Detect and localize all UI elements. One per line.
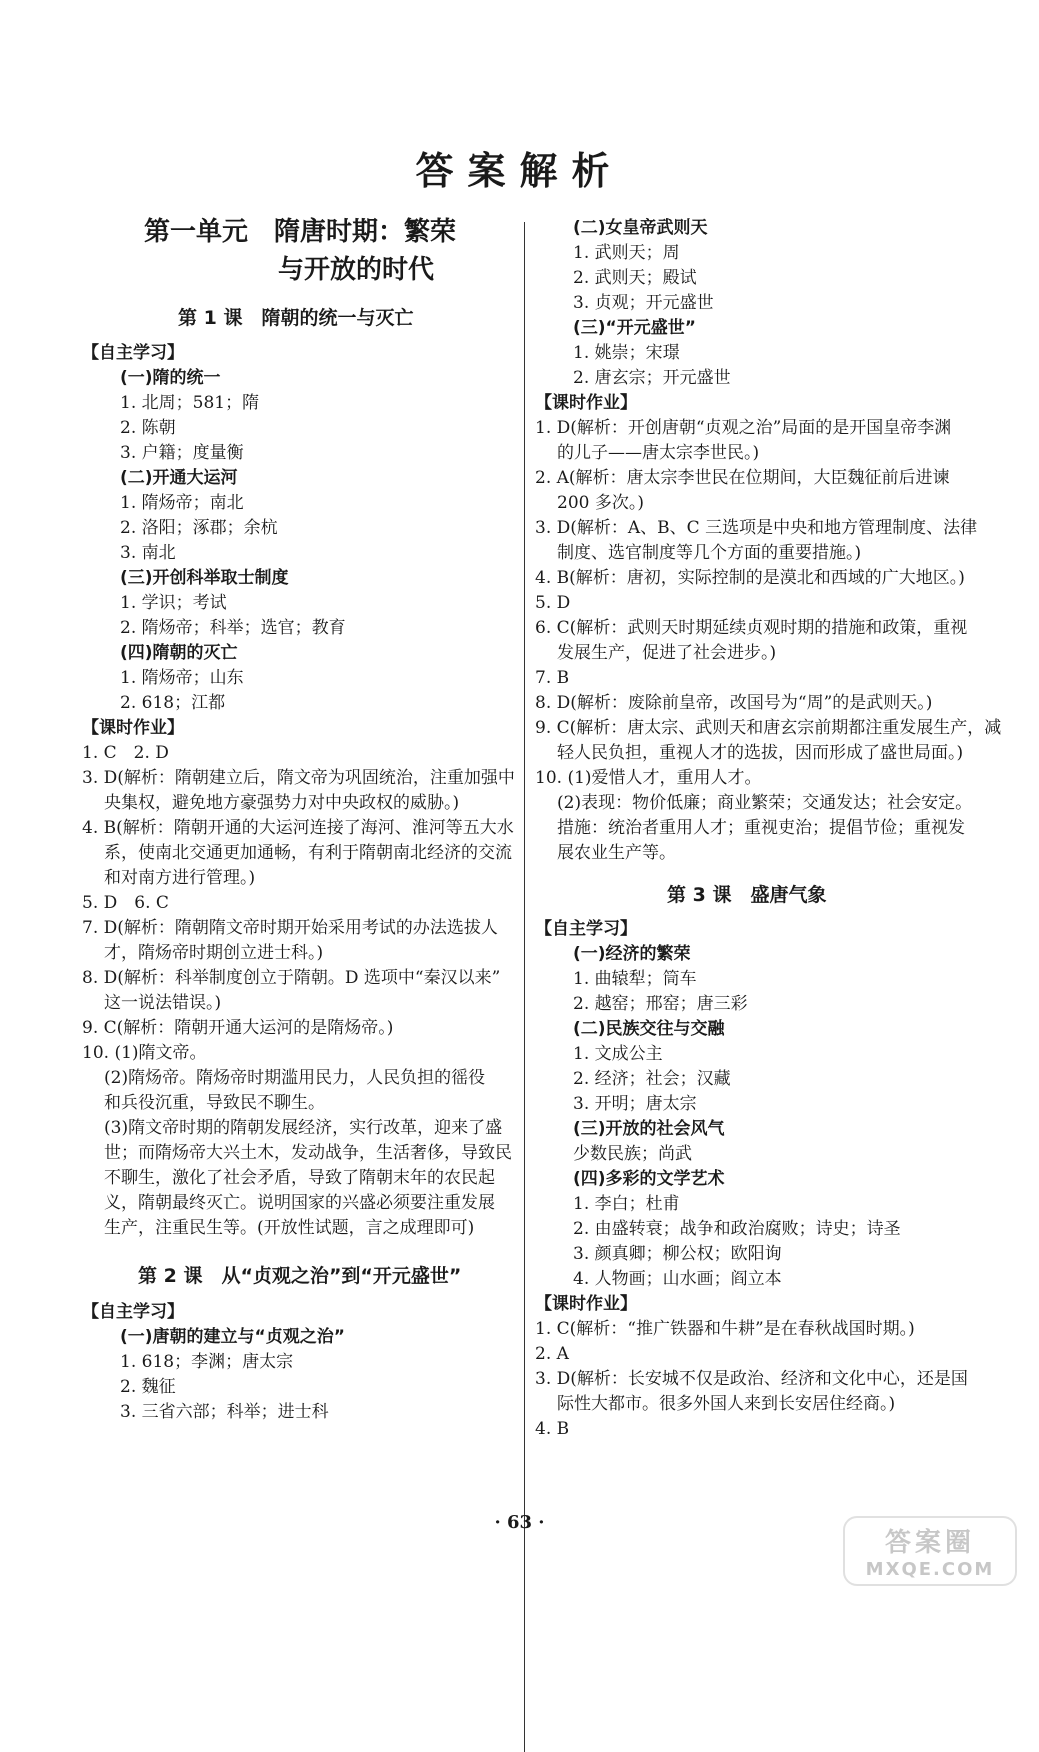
answer-line: 1. C 2. D (82, 743, 169, 763)
answer-line: 2. 隋炀帝；科举；选官；教育 (120, 618, 346, 638)
answer-line: 1. 文成公主 (573, 1044, 663, 1064)
answer-line: 际性大都市。很多外国人来到长安居住经商。) (557, 1394, 896, 1414)
answer-line: 4. 人物画；山水画；阎立本 (573, 1269, 782, 1289)
answer-line: 2. 陈朝 (120, 418, 176, 438)
answer-line: 1. 北周；581；隋 (120, 393, 260, 413)
answer-line: 才，隋炀帝时期创立进士科。) (104, 943, 324, 963)
answer-line: 8. D(解析：废除前皇帝，改国号为“周”的是武则天。) (535, 693, 933, 713)
answer-line: 这一说法错误。) (104, 993, 222, 1013)
answer-line: 5. D 6. C (82, 893, 169, 913)
answer-line: 发展生产，促进了社会进步。) (557, 643, 777, 663)
subsection-title: (一)唐朝的建立与“贞观之治” (120, 1327, 345, 1347)
unit-title-line-1: 第一单元 隋唐时期：繁荣 (144, 217, 457, 247)
subsection-title: (二)开通大运河 (120, 468, 238, 488)
section-header: 【课时作业】 (535, 393, 637, 413)
watermark-text-top: 答案圈 (884, 1528, 975, 1558)
answer-line: 10. (1)爱惜人才，重用人才。 (535, 768, 762, 788)
answer-line: 200 多次。) (557, 493, 644, 513)
answer-line: 3. 贞观；开元盛世 (573, 293, 714, 313)
answer-line: 世；而隋炀帝大兴土木，发动战争，生活奢侈，导致民 (104, 1143, 512, 1163)
section-header: 【自主学习】 (82, 343, 184, 363)
answer-line: 3. 南北 (120, 543, 176, 563)
answer-line: 1. D(解析：开创唐朝“贞观之治”局面的是开国皇帝李渊 (535, 418, 952, 438)
subsection-title: (三)开创科举取士制度 (120, 568, 289, 588)
answer-line: 不聊生，激化了社会矛盾，导致了隋朝末年的农民起 (104, 1168, 495, 1188)
answer-line: 1. 武则天；周 (573, 243, 680, 263)
section-header: 【课时作业】 (82, 718, 184, 738)
answer-line: 3. D(解析：隋朝建立后，隋文帝为巩固统治，注重加强中 (82, 768, 515, 788)
answer-line: 1. 隋炀帝；山东 (120, 668, 244, 688)
answer-line: 措施：统治者重用人才；重视吏治；提倡节俭；重视发 (557, 818, 965, 838)
answer-line: 7. D(解析：隋朝隋文帝时期开始采用考试的办法选拔人 (82, 918, 498, 938)
section-header: 【自主学习】 (535, 919, 637, 939)
answer-line: 义，隋朝最终灭亡。说明国家的兴盛必须要注重发展 (104, 1193, 495, 1213)
answer-line: 9. C(解析：隋朝开通大运河的是隋炀帝。) (82, 1018, 394, 1038)
page-number: · 63 · (494, 1512, 545, 1533)
answer-line: 1. 618；李渊；唐太宗 (120, 1352, 294, 1372)
answer-line: 1. 学识；考试 (120, 593, 227, 613)
answer-line: 4. B(解析：隋朝开通的大运河连接了海河、淮河等五大水 (82, 818, 514, 838)
answer-line: (3)隋文帝时期的隋朝发展经济，实行改革，迎来了盛 (104, 1118, 503, 1138)
answer-line: 8. D(解析：科举制度创立于隋朝。D 选项中“秦汉以来” (82, 968, 501, 988)
answer-line: 系，使南北交通更加通畅，有利于隋朝南北经济的交流 (104, 843, 512, 863)
answer-line: 6. C(解析：武则天时期延续贞观时期的措施和政策，重视 (535, 618, 968, 638)
answer-line: 2. A(解析：唐太宗李世民在位期间，大臣魏征前后进谏 (535, 468, 950, 488)
subsection-title: (二)女皇帝武则天 (573, 218, 708, 238)
section-header: 【课时作业】 (535, 1294, 637, 1314)
page-title: 答案解析 (415, 149, 624, 193)
lesson-1-title: 第 1 课 隋朝的统一与灭亡 (178, 307, 414, 329)
subsection-title: (三)开放的社会风气 (573, 1119, 725, 1139)
answer-line: 展农业生产等。 (557, 843, 676, 863)
answer-line: 和对南方进行管理。) (104, 868, 256, 888)
answer-line: 4. B (535, 1419, 570, 1439)
answer-line: 轻人民负担，重视人才的选拔，因而形成了盛世局面。) (557, 743, 964, 763)
answer-line: 1. 隋炀帝；南北 (120, 493, 244, 513)
answer-line: 3. 开明；唐太宗 (573, 1094, 697, 1114)
watermark-logo (843, 1516, 1017, 1586)
answer-line: 10. (1)隋文帝。 (82, 1043, 207, 1063)
answer-line: 3. D(解析：长安城不仅是政治、经济和文化中心，还是国 (535, 1369, 968, 1389)
answer-line: 2. 魏征 (120, 1377, 176, 1397)
answer-line: 1. C(解析：“推广铁器和牛耕”是在春秋战国时期。) (535, 1319, 915, 1339)
subsection-title: (四)多彩的文学艺术 (573, 1169, 725, 1189)
unit-title-line-2: 与开放的时代 (278, 255, 435, 285)
answer-line: (2)表现：物价低廉；商业繁荣；交通发达；社会安定。 (557, 793, 973, 813)
answer-line: 2. 洛阳；涿郡；余杭 (120, 518, 278, 538)
answer-line: 2. 越窑；邢窑；唐三彩 (573, 994, 748, 1014)
subsection-title: (二)民族交往与交融 (573, 1019, 725, 1039)
answer-line: 2. 618；江都 (120, 693, 226, 713)
answer-line: 1. 李白；杜甫 (573, 1194, 680, 1214)
answer-line: 3. 户籍；度量衡 (120, 443, 244, 463)
lesson-2-title: 第 2 课 从“贞观之治”到“开元盛世” (138, 1265, 462, 1287)
answer-line: 7. B (535, 668, 570, 688)
answer-line: 少数民族；尚武 (573, 1144, 692, 1164)
watermark-text-bottom: MXQE.COM (865, 1559, 995, 1580)
answer-line: 9. C(解析：唐太宗、武则天和唐玄宗前期都注重发展生产，减 (535, 718, 1002, 738)
answer-line: 2. 由盛转衰；战争和政治腐败；诗史；诗圣 (573, 1219, 901, 1239)
answer-line: 3. D(解析：A、B、C 三选项是中央和地方管理制度、法律 (535, 518, 978, 538)
answer-line: 的儿子——唐太宗李世民。) (557, 443, 760, 463)
answer-line: 2. 唐玄宗；开元盛世 (573, 368, 731, 388)
answer-line: 1. 曲辕犁；筒车 (573, 969, 697, 989)
subsection-title: (三)“开元盛世” (573, 318, 696, 338)
answer-line: 5. D (535, 593, 571, 613)
answer-line: 2. 武则天；殿试 (573, 268, 697, 288)
section-header: 【自主学习】 (82, 1302, 184, 1322)
answer-line: 和兵役沉重，导致民不聊生。 (104, 1093, 325, 1113)
answer-line: 1. 姚崇；宋璟 (573, 343, 680, 363)
answer-line: 3. 三省六部；科举；进士科 (120, 1402, 329, 1422)
answer-line: 3. 颜真卿；柳公权；欧阳询 (573, 1244, 782, 1264)
subsection-title: (四)隋朝的灭亡 (120, 643, 238, 663)
answer-line: 4. B(解析：唐初，实际控制的是漠北和西域的广大地区。) (535, 568, 965, 588)
answer-line: (2)隋炀帝。隋炀帝时期滥用民力，人民负担的徭役 (104, 1068, 486, 1088)
answer-line: 2. 经济；社会；汉藏 (573, 1069, 731, 1089)
lesson-3-title: 第 3 课 盛唐气象 (667, 884, 827, 906)
subsection-title: (一)隋的统一 (120, 368, 221, 388)
answer-line: 央集权，避免地方豪强势力对中央政权的威胁。) (104, 793, 460, 813)
subsection-title: (一)经济的繁荣 (573, 944, 691, 964)
answer-line: 制度、选官制度等几个方面的重要措施。) (557, 543, 862, 563)
answer-line: 生产，注重民生等。(开放性试题，言之成理即可) (104, 1218, 475, 1238)
answer-line: 2. A (535, 1344, 569, 1364)
